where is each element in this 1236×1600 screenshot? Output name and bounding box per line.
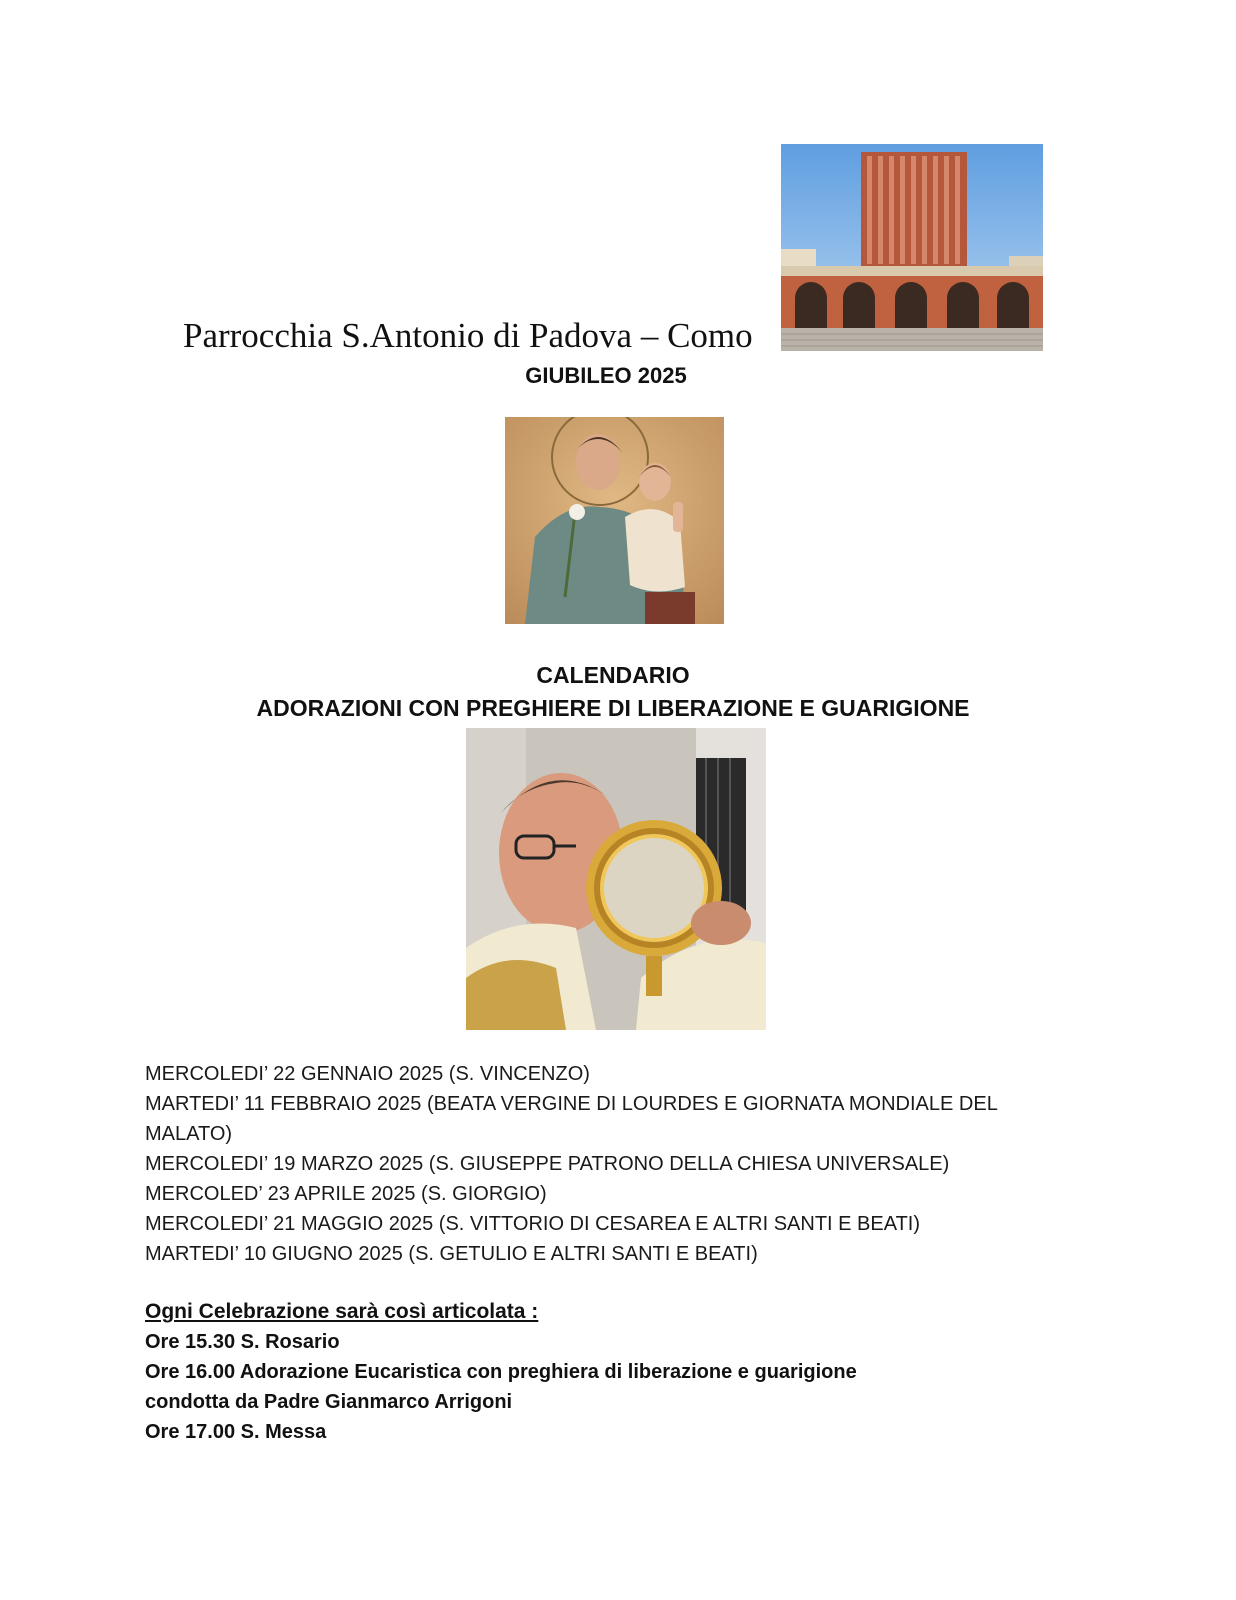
schedule-item: condotta da Padre Gianmarco Arrigoni xyxy=(145,1391,513,1413)
dates-list xyxy=(145,1059,1045,1269)
schedule-item: Ore 17.00 S. Messa xyxy=(145,1421,327,1443)
date-item: MARTEDI’ 10 GIUGNO 2025 (S. GETULIO E ALTRI SANTI E BEATI) xyxy=(145,1243,758,1265)
calendar-subheading: ADORAZIONI CON PREGHIERE DI LIBERAZIONE E GUARIGIONE xyxy=(256,695,970,721)
priest-monstrance-photo xyxy=(466,728,766,1030)
date-item: MERCOLEDI’ 22 GENNAIO 2025 (S. VINCENZO) xyxy=(145,1063,590,1085)
schedule xyxy=(145,1297,1045,1447)
date-item: MERCOLEDI’ 19 MARZO 2025 (S. GIUSEPPE PATRONO DELLA CHIESA UNIVERSALE) xyxy=(145,1153,950,1175)
schedule-item: Ore 16.00 Adorazione Eucaristica con preghiera di liberazione e guarigione xyxy=(145,1361,857,1383)
schedule-item: Ore 15.30 S. Rosario xyxy=(145,1331,340,1353)
schedule-heading: Ogni Celebrazione sarà così articolata : xyxy=(145,1300,539,1323)
saint-anthony-statue-photo xyxy=(505,417,724,624)
date-item: MARTEDI’ 11 FEBBRAIO 2025 (BEATA VERGINE DI LOURDES E GIORNATA MONDIALE DEL MALATO) xyxy=(145,1093,998,1145)
jubilee-title: GIUBILEO 2025 xyxy=(525,363,687,388)
church-photo xyxy=(781,144,1043,351)
parish-title: Parrocchia S.Antonio di Padova – Como xyxy=(183,316,753,355)
calendar-heading: CALENDARIO xyxy=(536,662,690,688)
date-item: MERCOLEDI’ 21 MAGGIO 2025 (S. VITTORIO DI CESAREA E ALTRI SANTI E BEATI) xyxy=(145,1213,921,1235)
date-item: MERCOLED’ 23 APRILE 2025 (S. GIORGIO) xyxy=(145,1183,547,1205)
